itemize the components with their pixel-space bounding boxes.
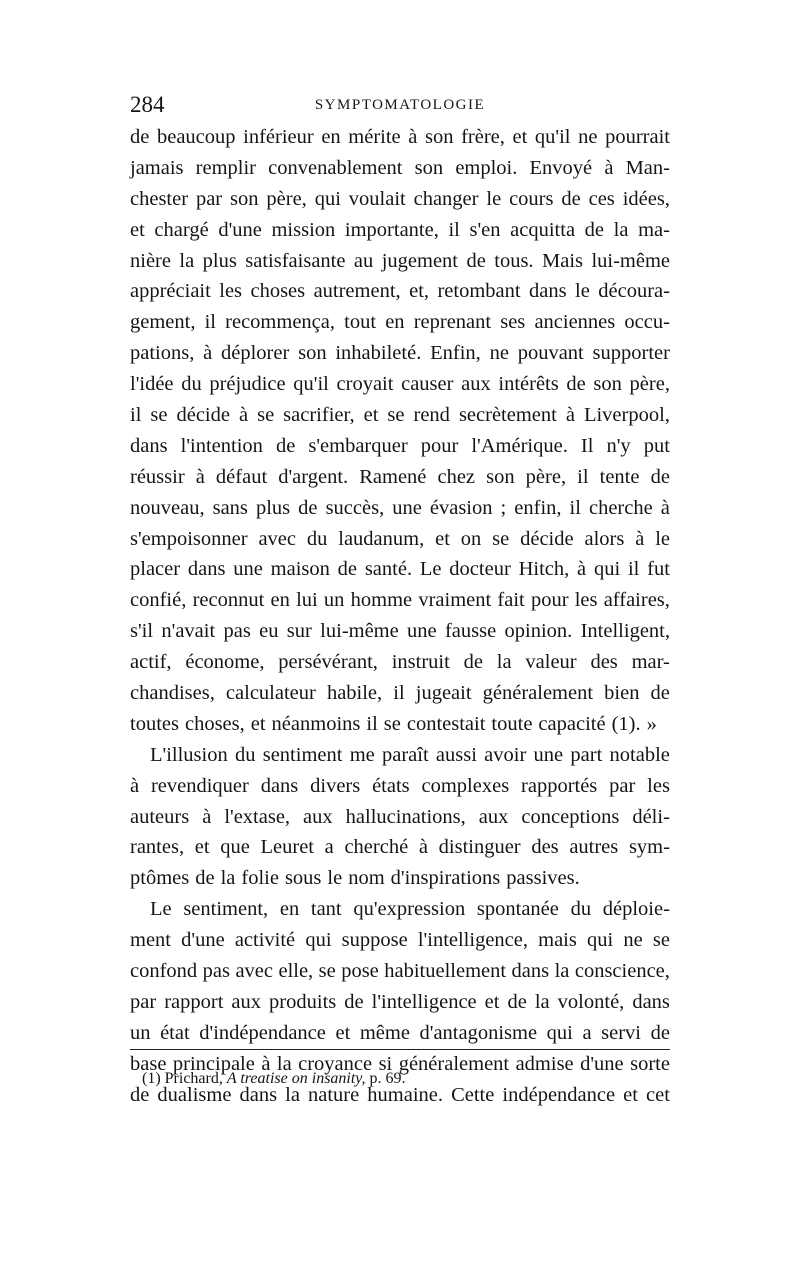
text-line: confond pas avec elle, se pose habituellement dans la conscience, (130, 960, 670, 983)
text-line: appréciait les choses autrement, et, retombant dans le découra- (130, 280, 670, 303)
text-line: ment d'une activité qui suppose l'intelligence, mais qui ne se (130, 929, 670, 952)
running-title: SYMPTOMATOLOGIE (314, 97, 486, 113)
text-line: actif, économe, persévérant, instruit de la valeur des mar- (130, 651, 670, 674)
text-line: s'empoisonner avec du laudanum, et on se décide alors à le (130, 527, 670, 550)
page-number: 284 (130, 92, 165, 117)
text-line: à revendiquer dans divers états complexes rapportés par les (130, 774, 670, 797)
text-line: réussir à défaut d'argent. Ramené chez son père, il tente de (130, 465, 670, 488)
text-line: rantes, et que Leuret a cherché à distinguer des autres sym- (130, 836, 670, 859)
text-line: et chargé d'une mission importante, il s'en acquitta de la ma- (130, 218, 670, 241)
footnote-rule (130, 1049, 670, 1050)
text-line: pations, à déplorer son inhabileté. Enfin, ne pouvant supporter (130, 342, 670, 365)
text-line: confié, reconnut en lui un homme vraiment fait pour les affaires, (130, 589, 670, 612)
footnote (142, 1068, 406, 1090)
footnote-page: p. 69. (369, 1070, 406, 1087)
text-line: Le sentiment, en tant qu'expression spontanée du déploie- (150, 898, 670, 921)
text-line: nière la plus satisfaisante au jugement de tous. Mais lui-même (130, 249, 670, 272)
text-line: auteurs à l'extase, aux hallucinations, aux conceptions déli- (130, 805, 670, 828)
text-line: un état d'indépendance et même d'antagonisme qui a servi de (130, 1021, 670, 1044)
footnote-marker: (1) (142, 1070, 161, 1087)
body-text (130, 122, 670, 1111)
text-line: chandises, calculateur habile, il jugeait généralement bien de (130, 682, 670, 705)
text-line: s'il n'avait pas eu sur lui-même une fausse opinion. Intelligent, (130, 620, 670, 643)
text-line: L'illusion du sentiment me paraît aussi avoir une part notable (150, 743, 670, 766)
text-line: jamais remplir convenablement son emploi. Envoyé à Man- (130, 156, 670, 179)
text-line: chester par son père, qui voulait changer le cours de ces idées, (130, 187, 670, 210)
text-line: de beaucoup inférieur en mérite à son frère, et qu'il ne pourrait (130, 126, 670, 148)
text-line: nouveau, sans plus de succès, une évasion ; enfin, il cherche à (130, 496, 670, 519)
text-line: l'idée du préjudice qu'il croyait causer aux intérêts de son père, (130, 373, 670, 396)
text-line: de dualisme dans la nature humaine. Cette indépendance et cet (130, 1083, 670, 1106)
text-line: base principale à la croyance si généralement admise d'une sorte (130, 1052, 670, 1075)
text-line: toutes choses, et néanmoins il se contestait toute capacité (1). » (130, 712, 657, 735)
running-head (130, 90, 670, 120)
text-line: placer dans une maison de santé. Le docteur Hitch, à qui il fut (130, 558, 670, 581)
text-line: dans l'intention de s'embarquer pour l'Amérique. Il n'y put (130, 434, 670, 457)
text-line: gement, il recommença, tout en reprenant ses anciennes occu- (130, 311, 670, 334)
footnote-author: Prichard, (164, 1070, 223, 1087)
text-line: il se décide à se sacrifier, et se rend secrètement à Liverpool, (130, 404, 670, 427)
footnote-title: A treatise on insanity, (226, 1070, 366, 1087)
text-line: par rapport aux produits de l'intelligence et de la volonté, dans (130, 990, 670, 1013)
text-line: ptômes de la folie sous le nom d'inspirations passives. (130, 867, 580, 890)
